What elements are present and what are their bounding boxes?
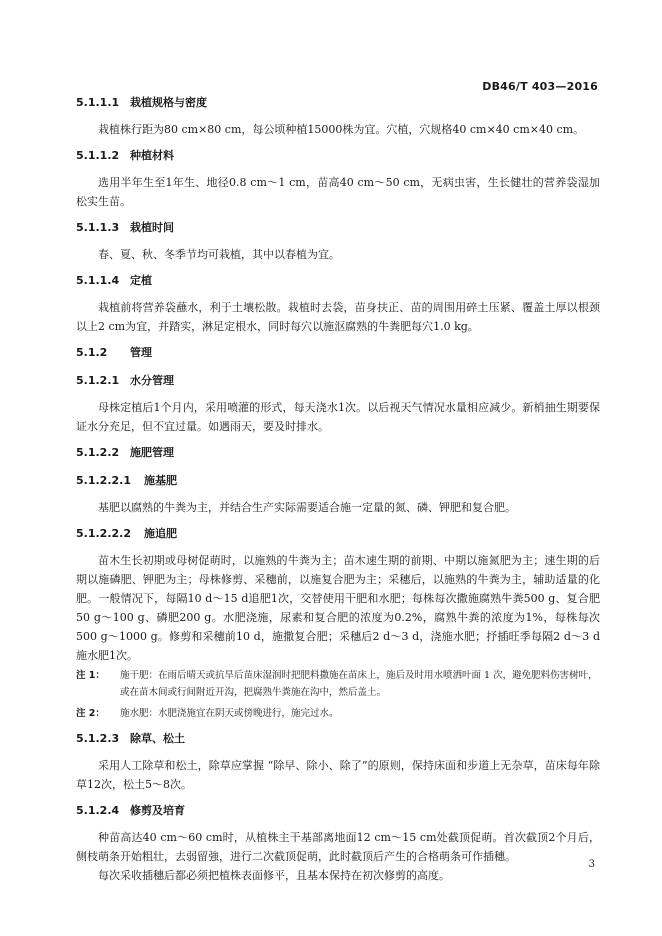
section-title: 种植材料 [130,149,174,162]
note-text: 施水肥：水肥浇施宜在阴天或傍晚进行，施完过水。 [120,708,339,719]
section-heading [76,373,600,388]
paragraph-pruning-1: 种苗高达40 cm～60 cm时，从植株主干基部离地面12 cm～15 cm处截顶促萌。首次截顶2个月后，侧枝萌条开始粗壮，去弱留強，进行二次截顶促萌，此时截顶后产生的合格萌条可作插穗。 [76,831,600,863]
section-title: 施肥管理 [130,446,174,459]
section-number: 5.1.2.2.1 [76,474,131,487]
paragraph-planting: 栽植前将营养袋蘸水，利于土壤松散。栽植时去袋，苗身扶正、苗的周围用碎土压紧、覆盖土厚以根颈以上2 cm为宜，并踏实，淋足定根水，同时每穴以施沤腐熟的牛粪肥每穴1.0 kg。 [76,301,600,333]
section-number: 5.1.1.4 [76,274,120,287]
section-heading [76,273,600,288]
section-title: 施基肥 [144,474,177,487]
paragraph-top-fertilizer: 苗木生长初期或母树促萌时，以施熟的牛粪为主；苗木速生期的前期、中期以施氮肥为主；速生期的后期以施磷肥、钾肥为主；母株修剪、采穗前，以施复合肥为主；采穗后，以施熟的牛粪为主，辅助适量的化肥。一般情况下，每隔10 d～15 d追肥1次，交替使用干肥和水肥；每株每次撒施腐熟牛粪500 g、复合肥50 g～100 g、磷肥200 g。水肥浇施，尿素和复合肥的浓度为0.2%，腐熟牛粪的浓度为1%，每株每次500 g～1000 g。修剪和采穗前10 d，施撒复合肥；采穗后2 d～3 d，浇施水肥；抒插旺季每隔2 d～3 d施水肥1次。 [76,554,600,662]
section-heading [76,445,600,460]
paragraph-time: 春、夏、秋、冬季节均可栽植，其中以春植为宜。 [98,248,340,261]
section-heading [76,803,600,818]
section-number: 5.1.1.1 [76,96,120,109]
note-text: 施干肥：在雨后晴天或抗旱后苗床湿润时把肥料撒施在苗床上，施后及时用水喷洒叶面 1 次，避免肥料伤害树叶，或在苗木间或行间附近开沟，把腐熟牛粪施在沟中，然后盖土。 [120,670,598,698]
section-number: 5.1.1.2 [76,149,120,162]
section-number: 5.1.1.3 [76,221,120,234]
section-title: 栽植时间 [130,221,174,234]
section-heading [76,95,600,110]
page-number: 3 [588,859,595,870]
note-1 [76,667,600,701]
section-heading [76,148,600,163]
section-heading [76,345,600,360]
section-heading [76,731,600,746]
paragraph-weeding: 采用人工除草和松土，除草应掌握 “除早、除小、除了”的原则，保持床面和步道上无杂草，苗床每年除草12次，松土5～8次。 [76,759,600,791]
section-heading [76,473,600,488]
section-title: 定植 [130,274,152,287]
section-number: 5.1.2.2 [76,446,120,459]
section-number: 5.1.2.2.2 [76,527,131,540]
note-tag: 注 2： [76,708,105,719]
section-title: 管理 [130,346,152,359]
page-content [76,95,600,885]
section-number: 5.1.2.3 [76,732,120,745]
section-number: 5.1.2.1 [76,374,120,387]
note-2 [76,705,600,722]
section-heading [76,220,600,235]
note-tag: 注 1： [76,670,105,681]
paragraph-water: 母株定植后1个月内，采用喷灌的形式，每天浇水1次。以后视天气情况水量相应减少。新梢抽生期要保证水分充足，但不宜过量。如遇雨天，要及时排水。 [76,401,600,433]
section-title: 修剪及培育 [130,804,185,817]
paragraph-material: 选用半年生至1年生、地径0.8 cm～1 cm，苗高40 cm～50 cm，无病虫害，生长健壮的营养袋湿加松实生苗。 [76,176,600,208]
paragraph-spacing: 栽植株行距为80 cm×80 cm，每公顷种植15000株为宜。穴植，穴规格40 cm×40 cm×40 cm。 [98,123,585,136]
paragraph-base-fertilizer: 基肥以腐熟的牛粪为主，并结合生产实际需要适合施一定量的氮、磷、钾肥和复合肥。 [98,501,516,514]
section-heading [76,526,600,541]
paragraph-pruning-2: 每次采收插穗后都必须把植株表面修平，且基本保持在初次修剪的高度。 [98,869,450,882]
document-code: DB46/T 403—2016 [482,80,598,93]
section-title: 除草、松土 [130,732,185,745]
section-title: 水分管理 [130,374,174,387]
section-number: 5.1.2.4 [76,804,120,817]
section-title: 施追肥 [144,527,177,540]
section-number: 5.1.2 [76,346,108,359]
section-title: 栽植规格与密度 [130,96,207,109]
